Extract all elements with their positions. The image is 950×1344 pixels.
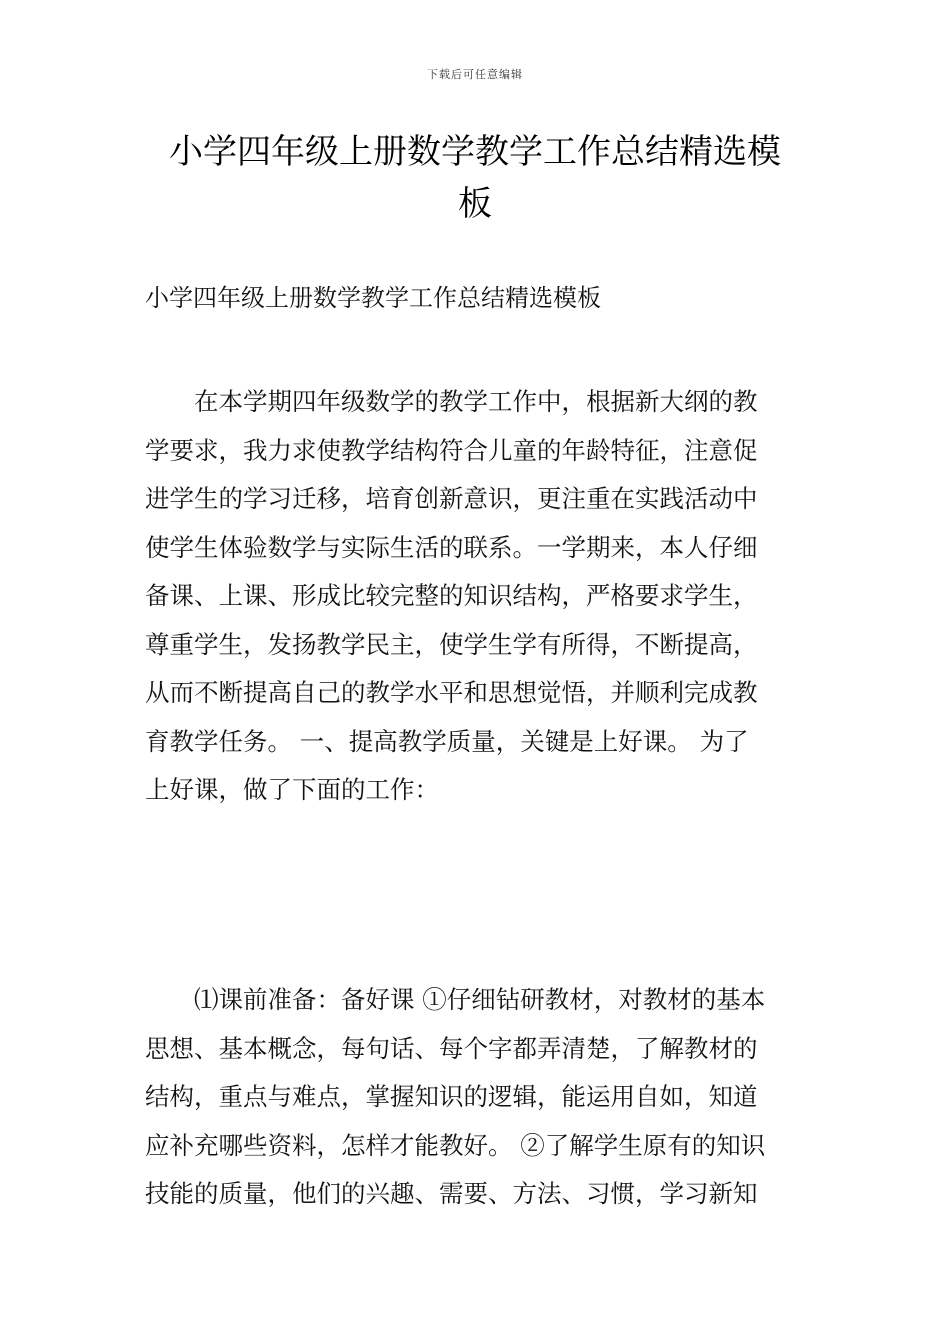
paragraph-intro [145,378,810,815]
paragraph-line: 育教学任务。 一、提高教学质量，关键是上好课。 为了 [145,726,749,756]
paragraph-line: 尊重学生，发扬教学民主，使学生学有所得，不断提高， [145,629,758,659]
document-subtitle: 小学四年级上册数学教学工作总结精选模板 [145,284,601,312]
paragraph-line: 结构，重点与难点，掌握知识的逻辑，能运用自如，知道 [145,1082,758,1111]
paragraph-line: 上好课，做了下面的工作： [145,775,439,804]
paragraph-line: ⑴课前准备：备好课 ①仔细钻研教材，对教材的基本 [145,985,766,1014]
paragraph-line: 思想、基本概念，每句话、每个字都弄清楚，了解教材的 [145,1033,758,1063]
paragraph-line: 进学生的学习迁移，培育创新意识，更注重在实践活动中 [145,484,758,513]
paragraph-line: 从而不断提高自己的教学水平和思想觉悟，并顺利完成教 [145,678,758,707]
paragraph-line: 技能的质量，他们的兴趣、需要、方法、习惯，学习新知 [145,1179,758,1208]
paragraph-line: 应补充哪些资料，怎样才能教好。 ②了解学生原有的知识 [145,1130,766,1160]
title-line: 板 [458,184,492,224]
paragraph-lesson-prep [145,976,810,1219]
paragraph-line: 学要求，我力求使教学结构符合儿童的年龄特征，注意促 [145,435,758,465]
title-line: 小学四年级上册数学教学工作总结精选模 [169,132,781,172]
paragraph-line: 备课、上课、形成比较完整的知识结构，严格要求学生， [145,581,758,610]
header-note: 下载后可任意编辑 [427,68,523,81]
document-title [140,126,810,230]
paragraph-line: 在本学期四年级数学的教学工作中，根据新大纲的教 [145,387,758,416]
paragraph-line: 使学生体验数学与实际生活的联系。一学期来，本人仔细 [145,532,758,562]
